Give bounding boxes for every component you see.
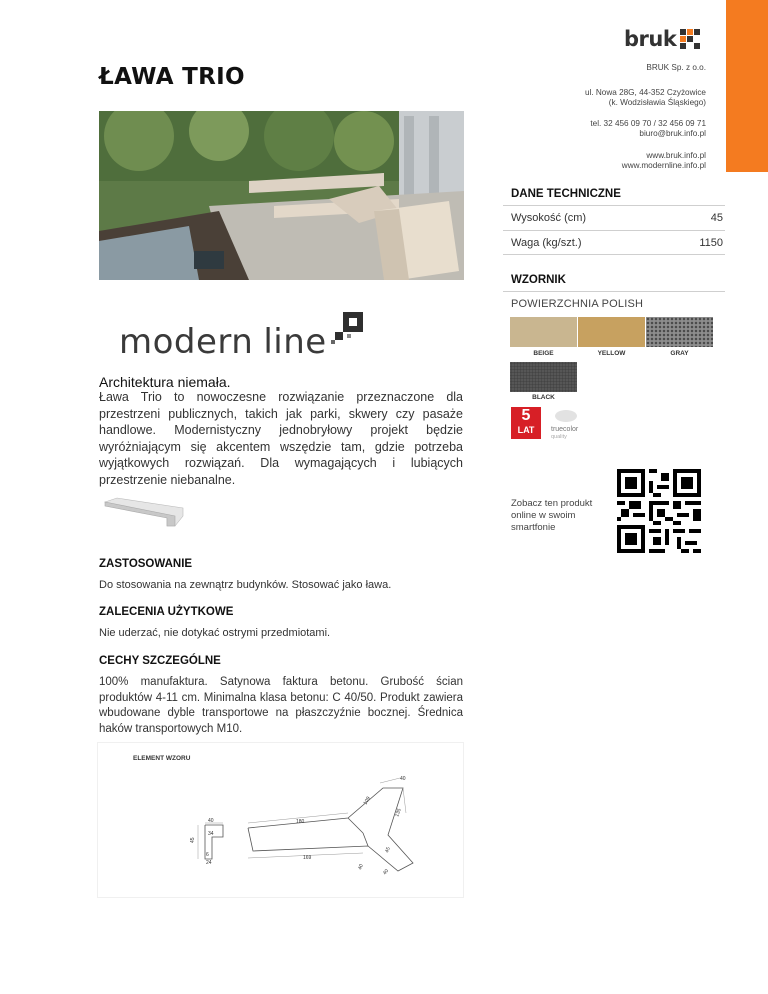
bruk-logo-text: bruk bbox=[624, 27, 677, 51]
tech-data-heading: DANE TECHNICZNE bbox=[511, 188, 621, 200]
dim-label: 40 bbox=[381, 868, 391, 877]
surface-label: POWIERZCHNIA POLISH bbox=[511, 298, 644, 310]
truecolor-drop-icon bbox=[555, 410, 577, 422]
spec-value: 1150 bbox=[699, 236, 723, 249]
modern-line-word2: line bbox=[263, 322, 327, 362]
swatch-beige[interactable] bbox=[510, 317, 577, 347]
usage-heading: ZASTOSOWANIE bbox=[99, 558, 193, 570]
dim-label: 45 bbox=[384, 846, 392, 854]
bruk-logo[interactable] bbox=[624, 26, 700, 52]
description-heading: Architektura niemała. bbox=[99, 374, 231, 390]
dim-label: 34 bbox=[208, 831, 214, 837]
drawing-title: ELEMENT WZORU bbox=[133, 755, 191, 762]
features-text: 100% manufaktura. Satynowa faktura betonu. Grubość ścian produktów 4-11 cm. Minimalna klasa betonu: C 40/50. Produkt zawiera wbudowane dyble transportowe na płaszczyźnie bocznej. Średnica haków transportowych M10. bbox=[99, 676, 463, 735]
dim-label: 24 bbox=[206, 860, 212, 866]
swatch-black[interactable] bbox=[510, 362, 577, 392]
dim-label: 40 bbox=[357, 863, 365, 871]
dim-label: 40 bbox=[400, 776, 406, 782]
qr-code-icon[interactable] bbox=[617, 469, 701, 553]
truecolor-sub: quality bbox=[551, 434, 567, 440]
dim-label: 6 bbox=[206, 852, 209, 858]
modern-line-word1: modern bbox=[119, 322, 254, 362]
warranty-badge-icon bbox=[511, 407, 541, 439]
tech-data-table bbox=[503, 205, 725, 255]
swatch-label-gray: GRAY bbox=[670, 350, 689, 357]
swatch-label-yellow: YELLOW bbox=[597, 350, 626, 357]
dim-label: 135 bbox=[394, 807, 403, 818]
modern-line-mark-icon bbox=[331, 312, 365, 348]
warranty-label: LAT bbox=[517, 425, 535, 435]
brand-accent-strip bbox=[726, 0, 768, 172]
pattern-heading: WZORNIK bbox=[511, 274, 566, 286]
swatch-label-black: BLACK bbox=[532, 394, 555, 401]
product-photo bbox=[99, 111, 464, 280]
email-link[interactable]: biuro@bruk.info.pl bbox=[639, 129, 706, 138]
spec-label: Waga (kg/szt.) bbox=[511, 236, 582, 249]
page-title: ŁAWA TRIO bbox=[99, 64, 245, 90]
company-name: BRUK Sp. z o.o. bbox=[646, 63, 706, 72]
spec-value: 45 bbox=[710, 212, 723, 224]
swatch-label-beige: BEIGE bbox=[533, 350, 554, 357]
dim-label: 40 bbox=[208, 818, 214, 824]
dim-label: 169 bbox=[303, 855, 312, 861]
usage-text: Do stosowania na zewnątrz budynków. Stosować jako ława. bbox=[99, 579, 392, 591]
features-heading: CECHY SZCZEGÓLNE bbox=[99, 655, 221, 667]
website-link-modernline[interactable]: www.modernline.info.pl bbox=[621, 161, 706, 170]
dim-label: 109 bbox=[362, 795, 372, 806]
care-text: Nie uderzać, nie dotykać ostrymi przedmiotami. bbox=[99, 627, 331, 639]
address-line-1: ul. Nowa 28G, 44-352 Czyżowice bbox=[584, 88, 706, 97]
spec-label: Wysokość (cm) bbox=[511, 212, 587, 224]
description-text: Ława Trio to nowoczesne rozwiązanie przeznaczone dla przestrzeni publicznych, takich jak parki, skwery czy pasaże handlowe. Modernistyczny jednobryłowy projekt będzie wyróżniającym się akcentem wszędzie tam, gdzie potrzeba wyjątkowych rozwiązań. Dla wymagających i lubiących przestrzenie niebanalne. bbox=[99, 390, 463, 487]
care-heading: ZALECENIA UŻYTKOWE bbox=[99, 606, 234, 618]
dim-label: 180 bbox=[296, 819, 305, 825]
swatch-gray[interactable] bbox=[646, 317, 713, 347]
address-line-2: (k. Wodzisławia Śląskiego) bbox=[608, 98, 706, 107]
truecolor-text: truecolor bbox=[551, 426, 579, 433]
warranty-years: 5 bbox=[521, 407, 531, 424]
modern-line-logo bbox=[119, 312, 365, 362]
table-row bbox=[503, 205, 725, 230]
truecolor-logo bbox=[551, 410, 578, 441]
qr-caption: Zobacz ten produkt online w swoim smartfonie bbox=[511, 498, 593, 533]
bench-thumbnail bbox=[103, 492, 185, 528]
bruk-logo-mark-icon bbox=[680, 29, 700, 49]
technical-drawing bbox=[97, 742, 464, 898]
website-link-bruk[interactable]: www.bruk.info.pl bbox=[646, 151, 706, 160]
swatch-yellow[interactable] bbox=[578, 317, 645, 347]
dim-label: 45 bbox=[190, 837, 196, 843]
phone-number: tel. 32 456 09 70 / 32 456 09 71 bbox=[590, 119, 706, 128]
divider bbox=[503, 291, 725, 292]
drawing-svg bbox=[98, 743, 465, 899]
table-row bbox=[503, 230, 725, 255]
